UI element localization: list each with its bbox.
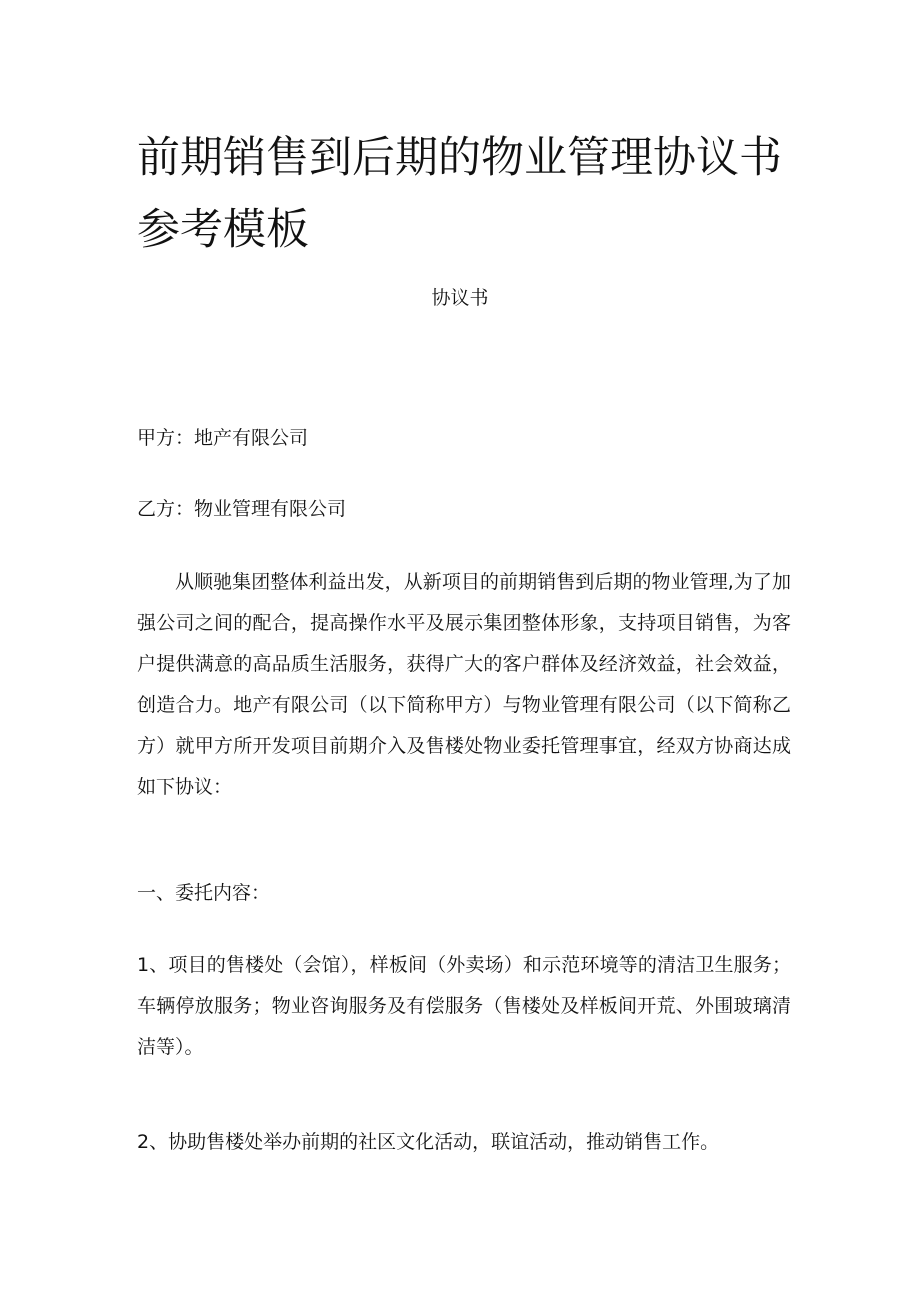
section-heading-entrusted-content: 一、委托内容： [137,882,271,904]
list-item-2: 2、协助售楼处举办前期的社区文化活动，联谊活动，推动销售工作。 [137,1131,720,1153]
party-b-line: 乙方：物业管理有限公司 [137,498,347,520]
document-subtitle: 协议书 [431,287,489,309]
party-a-line: 甲方：地产有限公司 [137,427,309,449]
intro-paragraph: 从顺驰集团整体利益出发，从新项目的前期销售到后期的物业管理,为了加强公司之间的配合，提高操作水平及展示集团整体形象，支持项目销售，为客户提供满意的高品质生活服务，获得广大的客户群体及经济效益，社会效益，创造合力。地产有限公司（以下简称甲方）与物业管理有限公司（以下简称乙方）就甲方所开发项目前期介入及售楼处物业委托管理事宜，经双方协商达成如下协议： [137,571,791,798]
document-title: 前期销售到后期的物业管理协议书参考模板 [137,133,782,255]
list-item-1: 1、项目的售楼处（会馆），样板间（外卖场）和示范环境等的清洁卫生服务；车辆停放服务；物业咨询服务及有偿服务（售楼处及样板间开荒、外围玻璃清洁等）。 [137,954,791,1058]
